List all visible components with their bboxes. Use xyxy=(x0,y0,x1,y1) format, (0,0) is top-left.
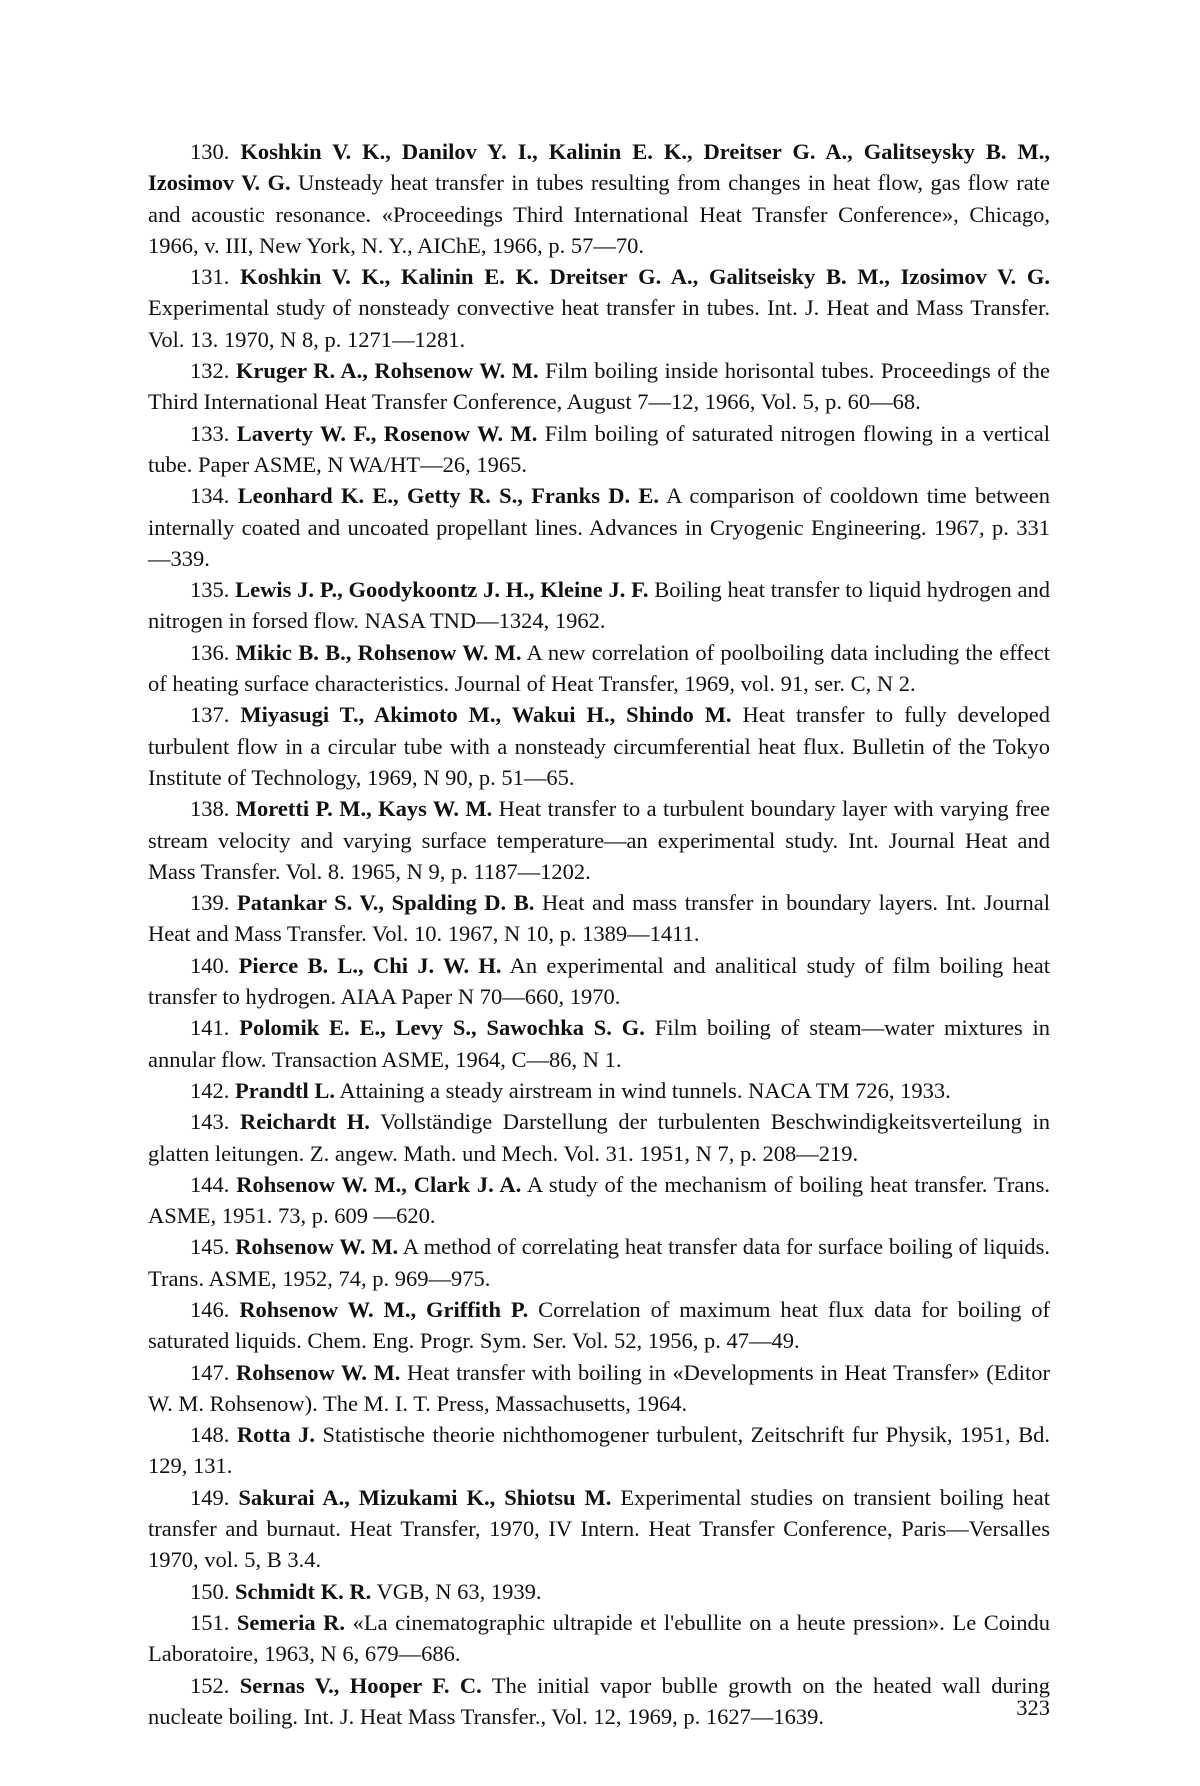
reference-text: Heat transfer to a turbulent boundary layer with varying free stream velocity and varying surface temperature—an experimental study. Int. Journal Heat and Mass Transfer. Vol. 8. 1965, N 9, p. 1187—1202. xyxy=(148,796,1050,884)
reference-entry xyxy=(148,1670,1050,1733)
reference-number: 147. xyxy=(190,1359,230,1385)
reference-entry xyxy=(148,793,1050,887)
reference-number: 134. xyxy=(190,483,230,509)
reference-authors: Rohsenow W. M. xyxy=(235,1359,401,1385)
reference-text: Film boiling of steam—water mixtures in annular flow. Transaction ASME, 1964, C—86, N 1. xyxy=(148,1015,1051,1072)
reference-authors: Laverty W. F., Rosenow W. M. xyxy=(236,420,538,446)
reference-entry xyxy=(148,1607,1050,1670)
reference-authors: Koshkin V. K., Kalinin E. K. Dreitser G. A., Galitseisky B. M., Izosimov V. G. xyxy=(240,264,1050,290)
reference-text: A method of correlating heat transfer data for surface boiling of liquids. Trans. ASME, 1952, 74, p. 969—975. xyxy=(148,1234,1050,1291)
reference-text: «La cinematographic ultrapide et l'ebullite on a heute pression». Le Coindu Laboratoire, 1963, N 6, 679—686. xyxy=(148,1609,1050,1667)
reference-number: 142. xyxy=(190,1077,230,1103)
reference-number: 144. xyxy=(190,1171,230,1197)
reference-text: Film boiling of saturated nitrogen flowing in a vertical tube. Paper ASME, N WA/HT—26, 1965. xyxy=(148,420,1051,477)
reference-authors: Polomik E. E., Levy S., Sawochka S. G. xyxy=(239,1015,645,1041)
reference-authors: Schmidt K. R. xyxy=(235,1578,372,1604)
reference-authors: Sakurai A., Mizukami K., Shiotsu M. xyxy=(238,1484,612,1510)
reference-text: Film boiling inside horisontal tubes. Proceedings of the Third International Heat Transfer Conference, August 7—12, 1966, Vol. 5, p. 60—68. xyxy=(148,358,1051,415)
reference-entry xyxy=(148,950,1050,1013)
reference-number: 140. xyxy=(190,952,230,978)
reference-text: Statistische theorie nichthomogener turbulent, Zeitschrift fur Physik, 1951, Bd. 129, 131. xyxy=(148,1422,1050,1479)
reference-number: 135. xyxy=(190,577,230,603)
reference-entry xyxy=(148,574,1050,637)
reference-text: A study of the mechanism of boiling heat transfer. Trans. ASME, 1951. 73, p. 609 —620. xyxy=(148,1171,1050,1229)
reference-entry xyxy=(148,699,1050,793)
reference-text: An experimental and analitical study of film boiling heat transfer to hydrogen. AIAA Paper N 70—660, 1970. xyxy=(148,952,1051,1010)
reference-text: Experimental studies on transient boiling heat transfer and burnaut. Heat Transfer, 1970, IV Intern. Heat Transfer Conference, Paris—Versalles 1970, vol. 5, B 3.4. xyxy=(148,1484,1051,1573)
reference-number: 131. xyxy=(190,264,230,290)
reference-text: Heat transfer to fully developed turbulent flow in a circular tube with a nonsteady circumferential heat flux. Bulletin of the Tokyo Institute of Technology, 1969, N 90, p. 51—65. xyxy=(148,702,1051,790)
reference-authors: Pierce B. L., Chi J. W. H. xyxy=(238,952,502,978)
reference-number: 143. xyxy=(190,1109,230,1135)
reference-text: A new correlation of poolboiling data including the effect of heating surface characteristics. Journal of Heat Transfer, 1969, vol. 91, ser. C, N 2. xyxy=(148,639,1050,697)
reference-number: 149. xyxy=(190,1484,230,1510)
reference-list xyxy=(148,136,1050,1732)
page-number: 323 xyxy=(1016,1695,1050,1720)
reference-number: 141. xyxy=(190,1015,230,1041)
reference-authors: Moretti P. M., Kays W. M. xyxy=(235,796,493,822)
reference-entry xyxy=(148,1482,1050,1576)
reference-text: Heat transfer with boiling in «Developments in Heat Transfer» (Editor W. M. Rohsenow). The M. I. T. Press, Massachusetts, 1964. xyxy=(148,1359,1050,1416)
reference-entry xyxy=(148,887,1050,950)
reference-entry xyxy=(148,418,1050,481)
reference-entry xyxy=(148,1075,1050,1106)
reference-entry xyxy=(148,355,1050,418)
reference-text: Boiling heat transfer to liquid hydrogen and nitrogen in forsed flow. NASA TND—1324, 1962. xyxy=(148,577,1051,634)
reference-entry xyxy=(148,1357,1050,1420)
reference-text: Unsteady heat transfer in tubes resulting from changes in heat flow, gas flow rate and acoustic resonance. «Proceedings Third International Heat Transfer Conference», Chicago, 1966, v. III, New York, N. Y., AIChE, 1966, p. 57—70. xyxy=(148,170,1051,258)
reference-text: Attaining a steady airstream in wind tunnels. NACA TM 726, 1933. xyxy=(339,1077,951,1103)
reference-entry xyxy=(148,637,1050,700)
reference-text: The initial vapor bublle growth on the heated wall during nucleate boiling. Int. J. Heat Mass Transfer., Vol. 12, 1969, p. 1627—1639. xyxy=(148,1672,1051,1729)
reference-authors: Patankar S. V., Spalding D. B. xyxy=(236,890,535,916)
reference-authors: Rohsenow W. M. xyxy=(235,1234,399,1260)
reference-authors: Koshkin V. K., Danilov Y. I., Kalinin E. K., Dreitser G. A., Galitseysky B. M., Izosimov V. G. xyxy=(148,139,1051,196)
reference-number: 146. xyxy=(190,1296,230,1322)
reference-number: 130. xyxy=(190,139,230,164)
reference-text: VGB, N 63, 1939. xyxy=(376,1578,542,1604)
reference-authors: Kruger R. A., Rohsenow W. M. xyxy=(235,358,539,384)
reference-authors: Mikic B. B., Rohsenow W. M. xyxy=(235,639,522,665)
reference-authors: Sernas V., Hooper F. C. xyxy=(239,1672,482,1698)
reference-text: Experimental study of nonsteady convective heat transfer in tubes. Int. J. Heat and Mass Transfer. Vol. 13. 1970, N 8, p. 1271—1281. xyxy=(148,295,1050,352)
reference-number: 145. xyxy=(190,1234,230,1260)
reference-text: Correlation of maximum heat flux data for boiling of saturated liquids. Chem. Eng. Progr. Sym. Ser. Vol. 52, 1956, p. 47—49. xyxy=(148,1296,1050,1354)
reference-entry xyxy=(148,480,1050,574)
reference-entry xyxy=(148,1419,1050,1482)
reference-entry xyxy=(148,1169,1050,1232)
reference-number: 139. xyxy=(190,890,230,916)
reference-authors: Rohsenow W. M., Griffith P. xyxy=(239,1296,529,1322)
reference-authors: Rohsenow W. M., Clark J. A. xyxy=(236,1171,522,1197)
reference-number: 136. xyxy=(190,639,230,665)
reference-authors: Semeria R. xyxy=(236,1609,346,1635)
reference-number: 132. xyxy=(190,358,230,384)
reference-authors: Rotta J. xyxy=(236,1422,316,1448)
reference-entry xyxy=(148,261,1050,355)
reference-authors: Leonhard K. E., Getty R. S., Franks D. E. xyxy=(237,483,660,509)
reference-authors: Miyasugi T., Akimoto M., Wakui H., Shindo M. xyxy=(240,702,732,728)
reference-entry xyxy=(148,136,1050,261)
reference-authors: Reichardt H. xyxy=(239,1109,370,1135)
reference-authors: Prandtl L. xyxy=(235,1077,336,1103)
reference-number: 133. xyxy=(190,420,230,446)
reference-number: 137. xyxy=(190,702,230,728)
reference-text: Heat and mass transfer in boundary layers. Int. Journal Heat and Mass Transfer. Vol. 10. 1967, N 10, p. 1389—1411. xyxy=(148,890,1051,947)
reference-entry xyxy=(148,1012,1050,1075)
reference-entry xyxy=(148,1294,1050,1357)
reference-text: A comparison of cooldown time between internally coated and uncoated propellant lines. Advances in Cryogenic Engineering. 1967, p. 331—339. xyxy=(148,483,1050,571)
reference-text: Vollständige Darstellung der turbulenten Beschwindigkeitsverteilung in glatten leitungen. Z. angew. Math. und Mech. Vol. 31. 1951, N 7, p. 208—219. xyxy=(148,1109,1051,1166)
reference-number: 148. xyxy=(190,1422,230,1448)
reference-number: 138. xyxy=(190,796,230,822)
reference-number: 151. xyxy=(190,1609,230,1635)
reference-number: 152. xyxy=(190,1672,230,1698)
reference-entry xyxy=(148,1106,1050,1169)
reference-entry xyxy=(148,1231,1050,1294)
reference-authors: Lewis J. P., Goodykoontz J. H., Kleine J. F. xyxy=(235,577,649,603)
reference-number: 150. xyxy=(190,1578,230,1604)
reference-entry xyxy=(148,1576,1050,1607)
